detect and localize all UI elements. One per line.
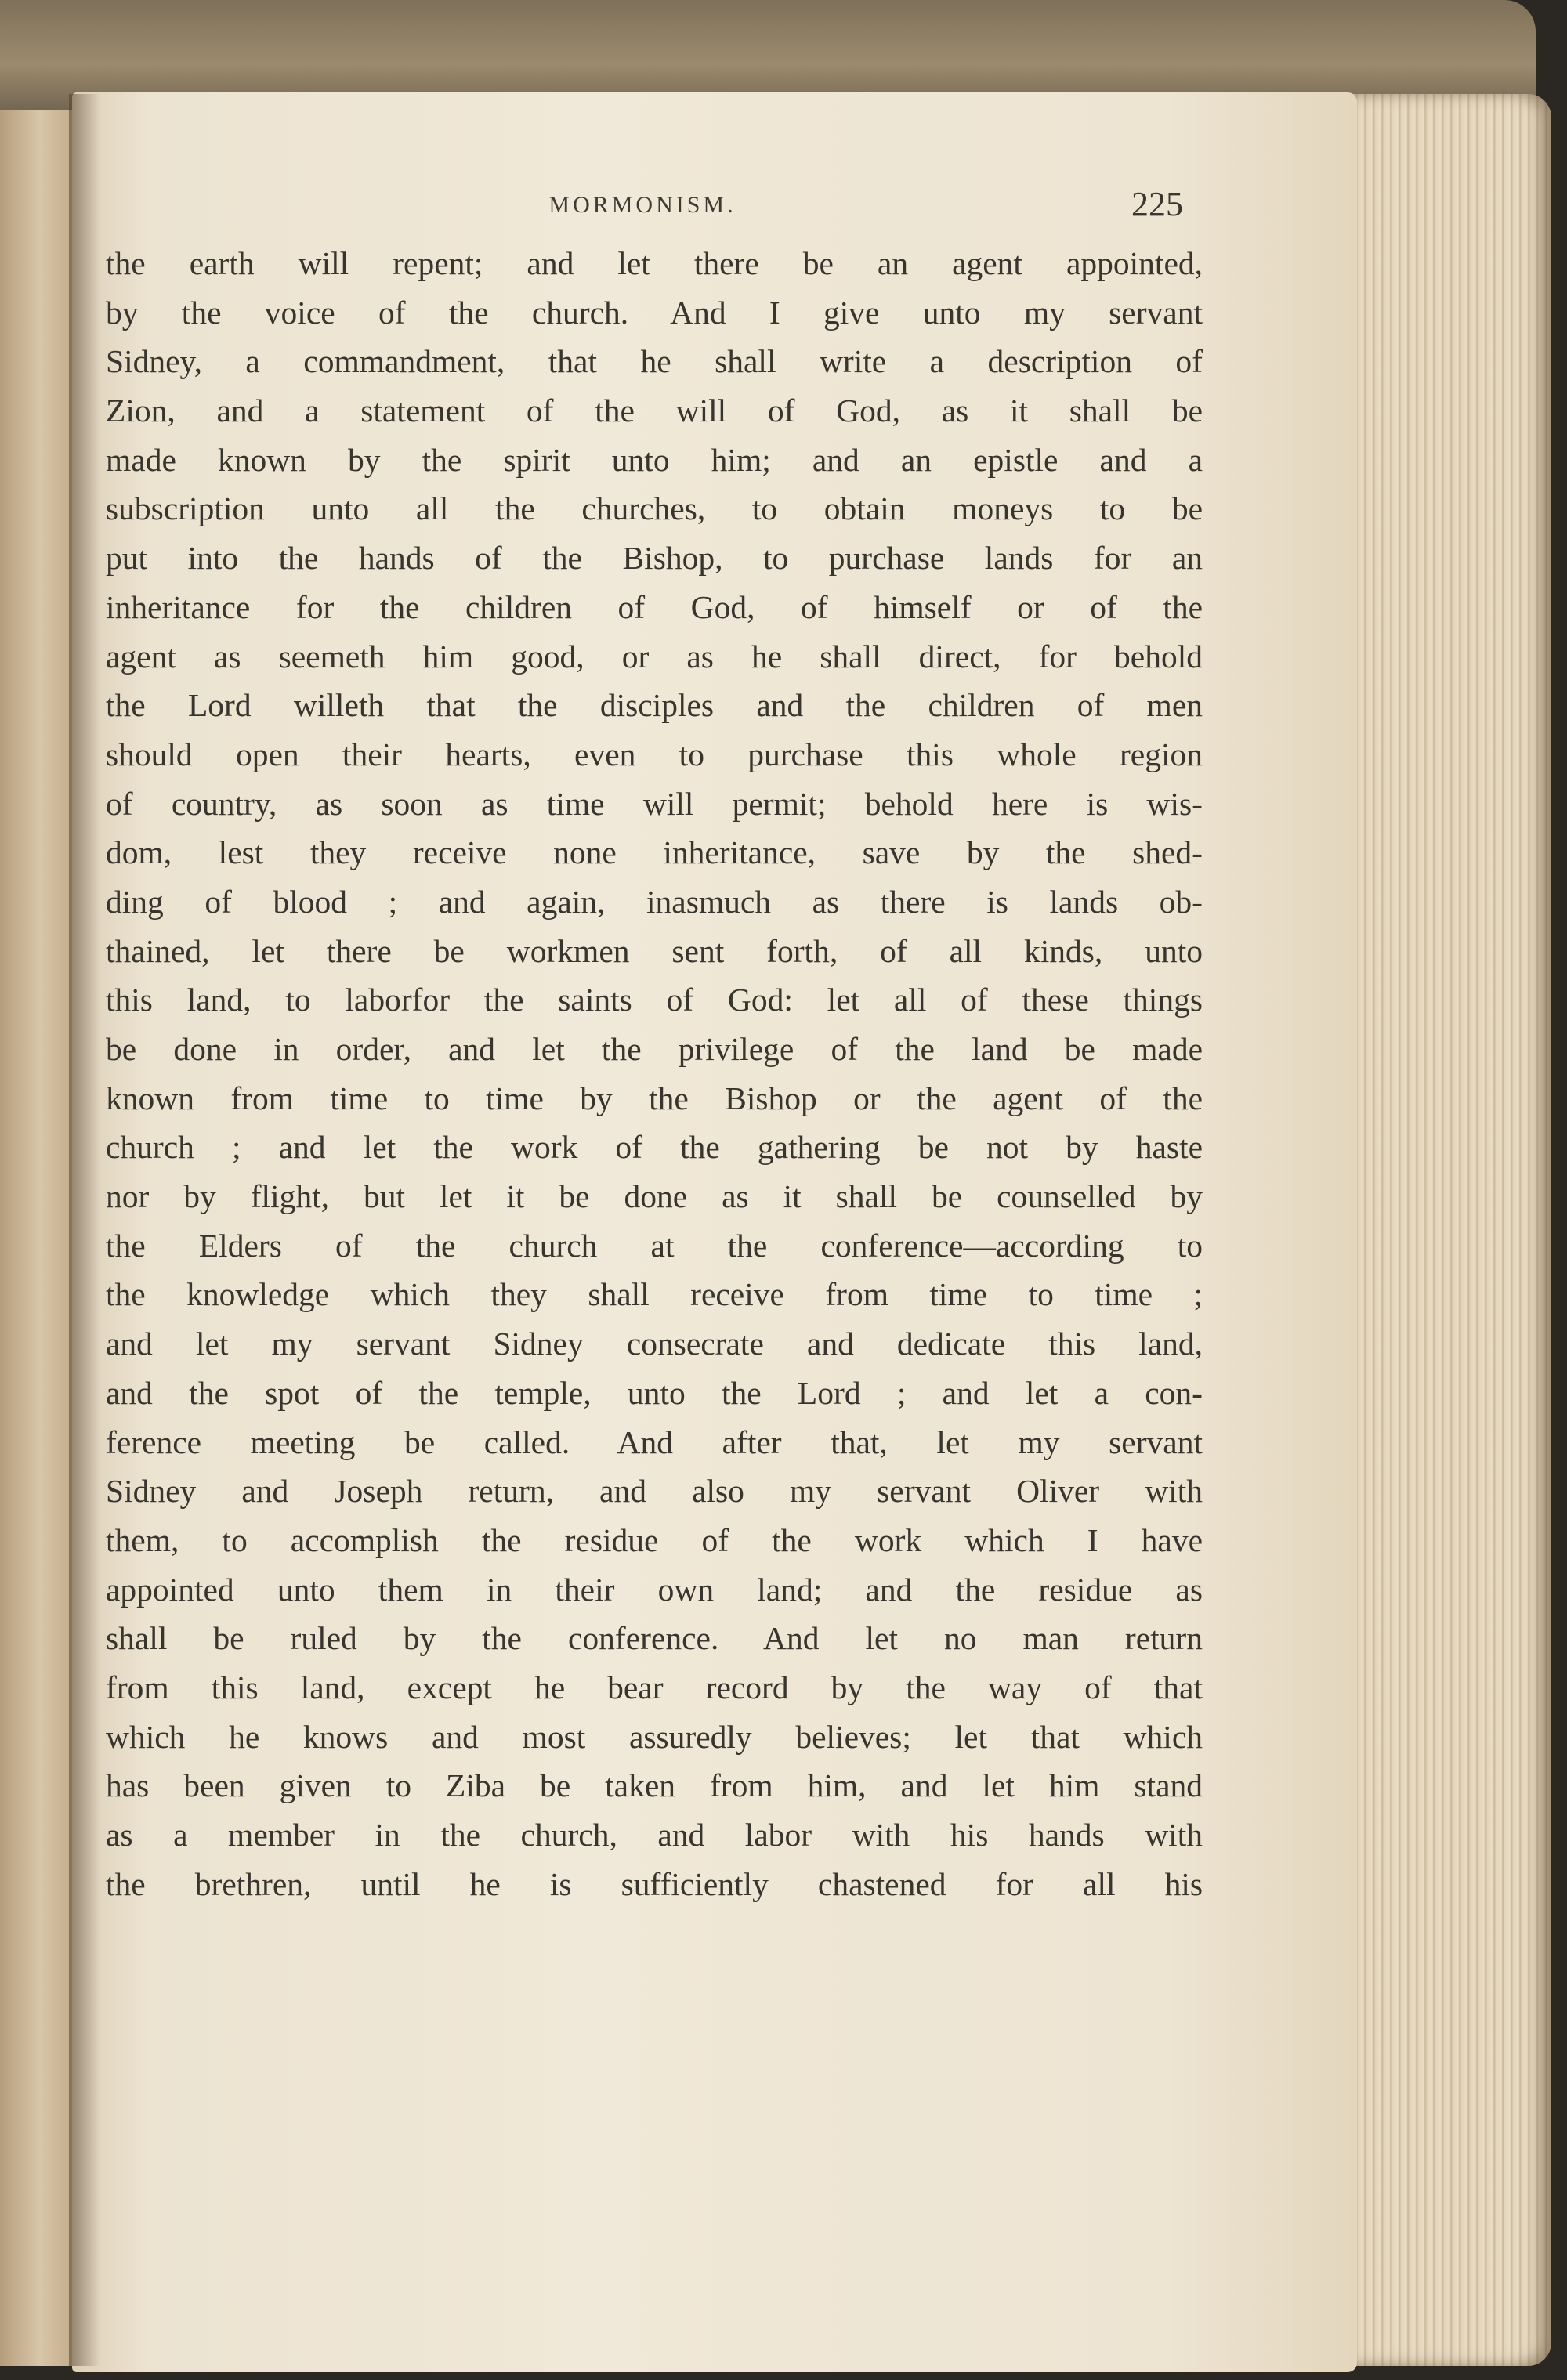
text-line: known from time to time by the Bishop or the agent of the xyxy=(106,1080,1203,1116)
text-line: shall be ruled by the conference. And let no man return xyxy=(106,1620,1203,1657)
page-number: 225 xyxy=(1131,185,1183,223)
text-line: should open their hearts, even to purchase this whole region xyxy=(106,736,1203,772)
text-line: nor by flight, but let it be done as it shall be counselled by xyxy=(106,1178,1203,1215)
text-line: made known by the spirit unto him; and an epistle and a xyxy=(106,441,1203,478)
text-line: which he knows and most assuredly believes; let that which xyxy=(106,1718,1203,1755)
text-line: agent as seemeth him good, or as he shall direct, for behold xyxy=(106,638,1203,675)
text-line: this land, to laborfor the saints of God: let all of these things xyxy=(106,982,1203,1018)
text-line: by the voice of the church. And I give unto my servant xyxy=(106,294,1203,331)
gutter-shadow xyxy=(69,94,100,2366)
running-head: MORMONISM. xyxy=(548,192,736,218)
text-line: and the spot of the temple, unto the Lord ; and let a con- xyxy=(106,1374,1203,1411)
text-line: inheritance for the children of God, of himself or of the xyxy=(106,588,1203,625)
text-line: of country, as soon as time will permit; behold here is wis- xyxy=(106,785,1203,822)
text-line: Sidney, a commandment, that he shall write a description of xyxy=(106,343,1203,380)
text-line: them, to accomplish the residue of the work which I have xyxy=(106,1521,1203,1558)
page-header xyxy=(102,184,1183,247)
text-line: ference meeting be called. And after that, let my servant xyxy=(106,1423,1203,1460)
text-line: Sidney and Joseph return, and also my servant Oliver with xyxy=(106,1473,1203,1510)
text-line: from this land, except he bear record by the way of that xyxy=(106,1669,1203,1705)
text-line: the brethren, until he is sufficiently chastened for all his xyxy=(106,1865,1203,1902)
text-line: the earth will repent; and let there be an agent appointed, xyxy=(106,245,1203,281)
text-line: appointed unto them in their own land; and the residue as xyxy=(106,1571,1203,1608)
text-line: the Elders of the church at the conference—according to xyxy=(106,1227,1203,1264)
left-facing-page xyxy=(0,110,74,2366)
body-text xyxy=(106,239,1203,1908)
text-line: thained, let there be workmen sent forth, of all kinds, unto xyxy=(106,932,1203,969)
text-line: dom, lest they receive none inheritance, save by the shed- xyxy=(106,834,1203,871)
text-line: subscription unto all the churches, to obtain moneys to be xyxy=(106,490,1203,527)
text-line: put into the hands of the Bishop, to purchase lands for an xyxy=(106,540,1203,577)
page-edges xyxy=(1324,94,1551,2366)
text-line: be done in order, and let the privilege of the land be made xyxy=(106,1031,1203,1067)
text-line: the Lord willeth that the disciples and the children of men xyxy=(106,687,1203,724)
text-line: has been given to Ziba be taken from him, and let him stand xyxy=(106,1767,1203,1804)
text-line: as a member in the church, and labor with his hands with xyxy=(106,1817,1203,1853)
text-line: church ; and let the work of the gathering be not by haste xyxy=(106,1129,1203,1166)
text-line: ding of blood ; and again, inasmuch as there is lands ob- xyxy=(106,883,1203,920)
text-line: and let my servant Sidney consecrate and dedicate this land, xyxy=(106,1326,1203,1362)
text-line: the knowledge which they shall receive from time to time ; xyxy=(106,1276,1203,1313)
text-line: Zion, and a statement of the will of God, as it shall be xyxy=(106,392,1203,429)
